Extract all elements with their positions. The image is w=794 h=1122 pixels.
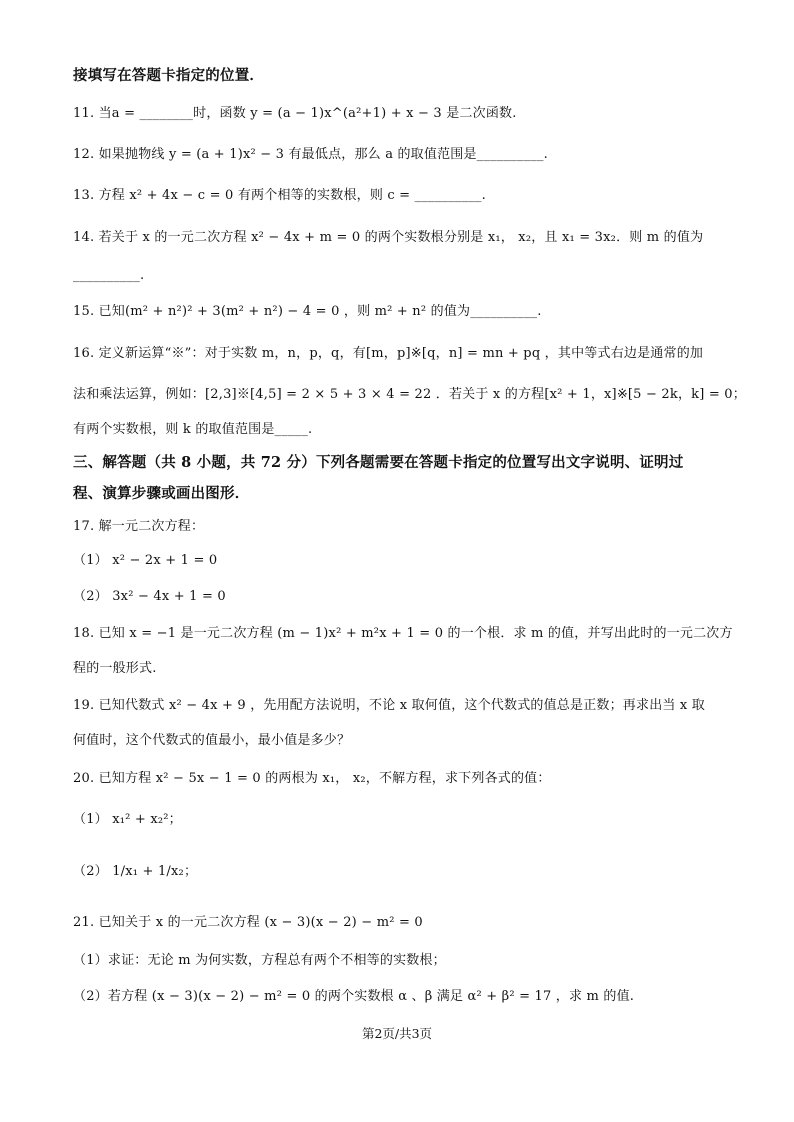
question-19-cont: 何值时，这个代数式的值最小，最小值是多少？ <box>73 733 351 748</box>
section-instruction-tail: 接填写在答题卡指定的位置． <box>73 67 265 84</box>
question-21-part1: （1）求证：无论 m 为何实数，方程总有两个不相等的实数根； <box>73 953 446 968</box>
question-21: 21. 已知关于 x 的一元二次方程 (x − 3)(x − 2) − m² = 0 <box>73 915 423 930</box>
question-20-part2: （2） 1/x₁ + 1/x₂； <box>73 864 198 879</box>
page-number-footer: 第2页/共3页 <box>361 1026 433 1041</box>
question-14: 14. 若关于 x 的一元二次方程 x² − 4x + m = 0 的两个实数根分别是 x₁， x₂，且 x₁ = 3x₂．则 m 的值为 <box>73 230 704 245</box>
question-21-part2: （2）若方程 (x − 3)(x − 2) − m² = 0 的两个实数根 α 、β 满足 α² + β² = 17 ，求 m 的值. <box>73 989 635 1004</box>
question-19: 19. 已知代数式 x² − 4x + 9 ，先用配方法说明，不论 x 取何值，这个代数式的值总是正数；再求出当 x 取 <box>73 698 705 713</box>
question-18: 18. 已知 x = −1 是一元二次方程 (m − 1)x² + m²x + 1 = 0 的一个根．求 m 的值，并写出此时的一元二次方 <box>73 626 733 641</box>
question-17-part2: （2） 3x² − 4x + 1 = 0 <box>73 589 226 604</box>
question-16-line3: 有两个实数根，则 k 的取值范围是_____. <box>73 422 313 437</box>
question-12: 12. 如果抛物线 y = (a + 1)x² − 3 有最低点，那么 a 的取值范围是__________. <box>73 147 549 162</box>
question-15: 15. 已知(m² + n²)² + 3(m² + n²) − 4 = 0 ，则 m² + n² 的值为__________. <box>73 304 542 319</box>
question-20: 20. 已知方程 x² − 5x − 1 = 0 的两根为 x₁， x₂，不解方程，求下列各式的值： <box>73 771 551 786</box>
question-11: 11. 当a = ________时，函数 y = (a − 1)x^(a²+1) + x − 3 是二次函数. <box>73 106 517 121</box>
question-17: 17. 解一元二次方程： <box>73 519 205 534</box>
question-14-blank: __________. <box>73 268 145 283</box>
section-3-heading: 三、解答题（共 8 小题，共 72 分）下列各题需要在答题卡指定的位置写出文字说明、证明过 <box>73 454 684 471</box>
question-20-part1: （1） x₁² + x₂²； <box>73 812 182 827</box>
question-18-cont: 程的一般形式. <box>73 661 157 676</box>
section-3-heading-cont: 程、演算步骤或画出图形． <box>73 485 250 502</box>
question-16-line2: 法和乘法运算，例如：[2,3]※[4,5] = 2 × 5 + 3 × 4 = 22 ．若关于 x 的方程[x² + 1，x]※[5 − 2k，k] = 0； <box>73 387 746 402</box>
question-17-part1: （1） x² − 2x + 1 = 0 <box>73 553 218 568</box>
question-13: 13. 方程 x² + 4x − c = 0 有两个相等的实数根，则 c = __________. <box>73 188 486 203</box>
question-16-line1: 16. 定义新运算“※”：对于实数 m，n，p，q，有[m，p]※[q，n] = mn + pq ，其中等式右边是通常的加 <box>73 346 704 361</box>
